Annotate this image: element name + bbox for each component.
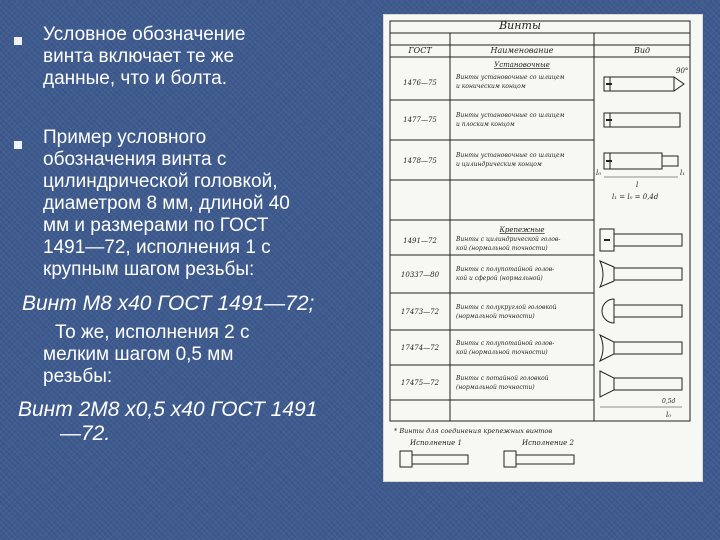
row-name: Винты с полупотайной голов-: [456, 340, 555, 347]
row-name: Винты с полупотайной голов-: [456, 266, 555, 273]
dim-l0: l₀: [596, 169, 602, 177]
row-name: (нормальной точности): [456, 384, 535, 391]
screw-drawing-execution-1: [400, 451, 468, 467]
example-designation-2: [18, 398, 317, 446]
screw-drawing-execution-2: [504, 451, 574, 467]
row-name: Винты с полукруглой головкой: [456, 304, 557, 311]
screw-drawing-dog-point: [604, 153, 678, 177]
row-name: Винты установочные со шлицем: [456, 74, 565, 81]
row-gost: 17475—72: [400, 379, 440, 387]
row-name: кой и сферой (нормальной): [456, 275, 543, 282]
row-gost: 17473—72: [400, 308, 440, 316]
screw-drawing-flat-point: [604, 113, 680, 127]
execution-1-label: Исполнение 1: [410, 439, 462, 447]
col-header-gost: ГОСТ: [408, 46, 432, 55]
text-line: диаметром 8 мм, длиной 40: [43, 193, 290, 214]
dim-l1: l₁: [680, 169, 686, 177]
col-header-name: Наименование: [490, 46, 554, 55]
paragraph-3: [43, 322, 250, 388]
col-header-view: Вид: [633, 46, 651, 55]
bullet-paragraph-1: [43, 24, 245, 90]
text-line: Винт 2М8 х0,5 х40 ГОСТ 1491: [18, 398, 318, 421]
text-line: обозначения винта с: [43, 149, 227, 170]
bullet-paragraph-2: [43, 127, 290, 281]
row-name: Винты с потайной головкой: [456, 375, 549, 382]
table-title: Винты: [499, 19, 541, 32]
text-line: крупным шагом резьбы:: [43, 259, 255, 280]
row-name: (нормальной точности): [456, 313, 535, 320]
row-name: Винты с цилиндрической голов-: [456, 236, 561, 243]
dim-angle: 90°: [676, 67, 689, 75]
screw-drawing-raised-countersunk-2: [600, 335, 682, 361]
row-gost: 10337—80: [400, 271, 440, 279]
row-gost: 1491—72: [403, 237, 437, 245]
row-gost: 1478—75: [403, 157, 437, 165]
text-line: мелким шагом 0,5 мм: [43, 344, 234, 365]
dim-k: 0,5d: [662, 398, 676, 405]
text-line: Пример условного: [43, 127, 207, 148]
section-label-fastening: Крепежные: [499, 226, 545, 234]
text-line: 1491—72, исполнения 1 с: [43, 237, 271, 258]
screw-drawing-raised-countersunk: [600, 261, 682, 287]
footnote: * Винты для соединения крепежных винтов: [394, 427, 553, 435]
row-name: и плоским концом: [456, 121, 515, 128]
row-name: и коническим концом: [456, 83, 526, 90]
row-name: Винты установочные со шлицем: [456, 112, 565, 119]
dim-l: l: [636, 181, 639, 189]
row-name: Винты установочные со шлицем: [456, 152, 565, 159]
screw-drawing-round-head: [602, 299, 682, 323]
text-line: Условное обозначение: [43, 24, 246, 45]
row-name: кой (нормальной точности): [456, 245, 548, 252]
text-line: резьбы:: [43, 366, 113, 387]
screw-drawing-cylindrical-head: [600, 229, 682, 251]
section-label-set-screws: Установочные: [494, 61, 550, 69]
text-line: мм и размерами по ГОСТ: [43, 215, 269, 236]
execution-2-label: Исполнение 2: [522, 439, 574, 447]
bullet-marker-2: [14, 141, 22, 149]
text-line: —72.: [60, 422, 111, 445]
row-gost: 1476—75: [403, 79, 437, 87]
screw-types-table-image: [383, 14, 703, 482]
row-gost: 17474—72: [400, 344, 440, 352]
row-gost: 1477—75: [403, 116, 437, 124]
text-line: винта включает те же: [43, 46, 235, 67]
example-designation-1: Винт М8 х40 ГОСТ 1491—72;: [22, 292, 315, 315]
text-line: цилиндрической головкой,: [43, 171, 278, 192]
text-line: То же, исполнения 2 с: [55, 322, 250, 343]
screw-drawing-conical-point: [604, 77, 684, 91]
row-name: и цилиндрическим концом: [456, 161, 542, 168]
dim-equation: l₁ = l₀ = 0,4d: [612, 193, 659, 201]
text-line: данные, что и болта.: [43, 68, 227, 89]
bullet-marker-1: [14, 37, 22, 45]
dim-lr: l₀: [666, 411, 672, 419]
row-name: кой (нормальной точности): [456, 349, 548, 356]
